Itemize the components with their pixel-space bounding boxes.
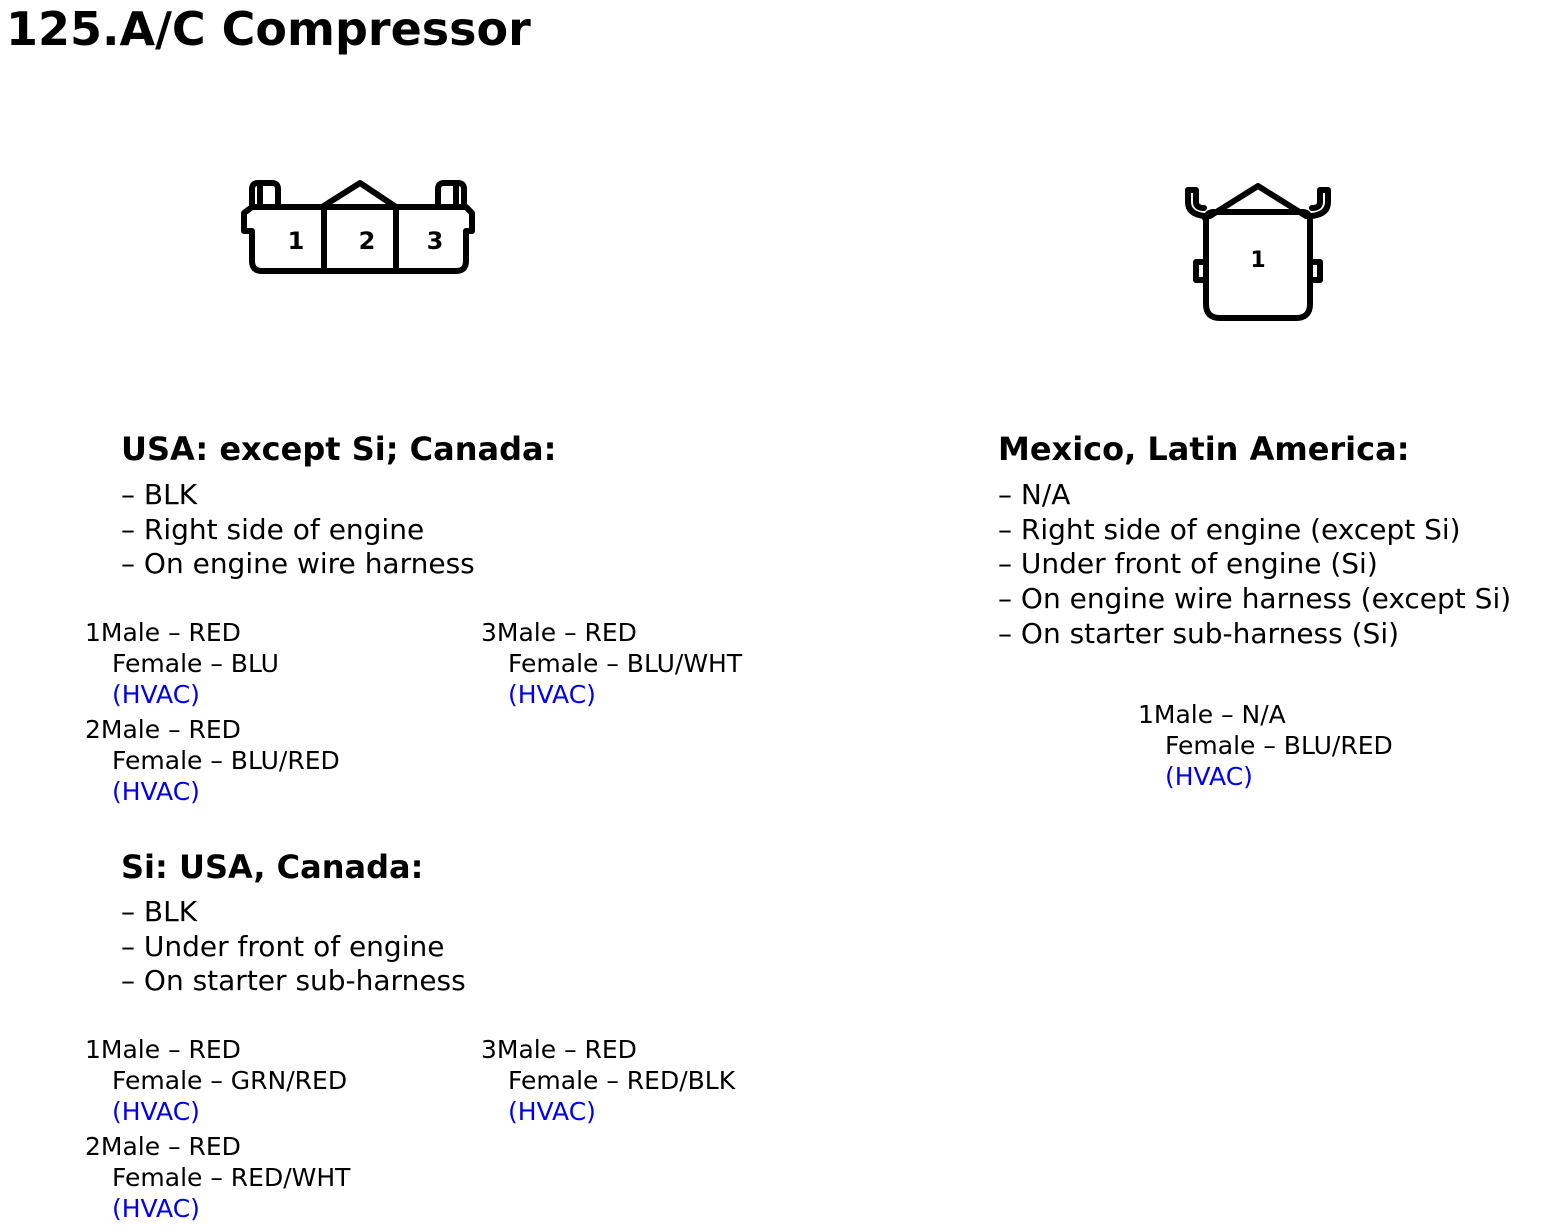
bullet-item: – N/A bbox=[998, 478, 1071, 511]
pin-male: 1Male – RED bbox=[85, 1035, 241, 1064]
section-heading-mexico-latin-america: Mexico, Latin America: bbox=[998, 430, 1410, 468]
hvac-link[interactable]: (HVAC) bbox=[112, 1194, 200, 1223]
pin-label-1: 1 bbox=[1250, 248, 1266, 273]
pin-label-1: 1 bbox=[287, 227, 305, 255]
bullet-item: – Right side of engine bbox=[121, 512, 425, 546]
pin-female: Female – BLU/RED bbox=[1165, 731, 1393, 760]
bullet-list-mexico-latin-america bbox=[998, 478, 1511, 652]
hvac-link[interactable]: (HVAC) bbox=[508, 680, 596, 709]
bullet-item: – On starter sub-harness (Si) bbox=[998, 616, 1400, 650]
bullet-item: – BLK bbox=[121, 895, 198, 928]
bullet-list-si-usa-canada bbox=[121, 895, 466, 999]
pin-entry bbox=[85, 1131, 350, 1224]
bullet-list-usa-except-si bbox=[121, 478, 475, 582]
bullet-item: – On starter sub-harness bbox=[121, 964, 466, 998]
pin-entry bbox=[481, 1034, 735, 1127]
pin-entry bbox=[85, 617, 279, 710]
pin-male: 1Male – N/A bbox=[1138, 700, 1286, 729]
section-heading-usa-except-si: USA: except Si; Canada: bbox=[121, 430, 557, 468]
hvac-link[interactable]: (HVAC) bbox=[508, 1097, 596, 1126]
pin-male: 3Male – RED bbox=[481, 1035, 637, 1064]
pin-label-2: 2 bbox=[358, 227, 376, 255]
bullet-item: – Right side of engine (except Si) bbox=[998, 512, 1461, 546]
pin-female: Female – BLU/RED bbox=[112, 746, 340, 775]
pin-entry bbox=[1138, 699, 1393, 792]
one-pin-connector-diagram bbox=[1180, 180, 1336, 325]
hvac-link[interactable]: (HVAC) bbox=[112, 777, 200, 806]
pin-female: Female – BLU bbox=[112, 649, 279, 678]
hvac-link[interactable]: (HVAC) bbox=[1165, 762, 1253, 791]
pin-entry bbox=[481, 617, 742, 710]
hvac-link[interactable]: (HVAC) bbox=[112, 680, 200, 709]
bullet-item: – Under front of engine (Si) bbox=[998, 547, 1378, 581]
bullet-item: – On engine wire harness bbox=[121, 547, 475, 581]
pin-male: 1Male – RED bbox=[85, 618, 241, 647]
hvac-link[interactable]: (HVAC) bbox=[112, 1097, 200, 1126]
pin-label-3: 3 bbox=[426, 227, 444, 255]
bullet-item: – Under front of engine bbox=[121, 929, 445, 963]
pin-female: Female – BLU/WHT bbox=[508, 649, 743, 678]
page-title: 125.A/C Compressor bbox=[6, 2, 531, 56]
section-heading-si-usa-canada: Si: USA, Canada: bbox=[121, 848, 424, 886]
pin-female: Female – RED/BLK bbox=[508, 1066, 736, 1095]
bullet-item: – BLK bbox=[121, 478, 198, 511]
bullet-item: – On engine wire harness (except Si) bbox=[998, 582, 1512, 616]
pin-male: 2Male – RED bbox=[85, 1132, 241, 1161]
pin-male: 2Male – RED bbox=[85, 715, 241, 744]
pin-entry bbox=[85, 714, 340, 807]
pin-female: Female – RED/WHT bbox=[112, 1163, 351, 1192]
pin-male: 3Male – RED bbox=[481, 618, 637, 647]
pin-entry bbox=[85, 1034, 347, 1127]
three-pin-connector-diagram bbox=[238, 175, 480, 285]
pin-female: Female – GRN/RED bbox=[112, 1066, 348, 1095]
